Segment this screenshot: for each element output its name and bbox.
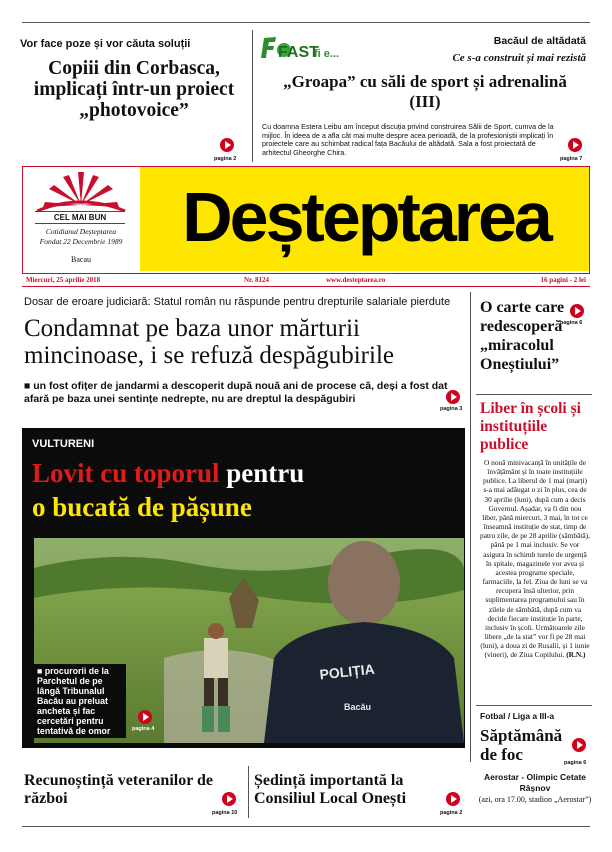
feature-headline[interactable]: [32, 456, 452, 524]
play-arrow-icon[interactable]: [222, 792, 236, 806]
play-arrow-icon[interactable]: [446, 792, 460, 806]
sidebar-book-headline[interactable]: O carte care redescoperă „miracolul Oneștiului”: [480, 299, 565, 373]
sidebar-sport-headline[interactable]: Săptămână de foc: [480, 726, 563, 764]
bottom-veterani-headline[interactable]: Recunoștință veteranilor de război: [24, 772, 214, 807]
column-divider: [248, 766, 249, 818]
issue-date: Miercuri, 25 aprilie 2018: [26, 276, 101, 284]
page-ref[interactable]: pagina 2: [214, 156, 237, 162]
feature-headline-yellow: o bucată de pășune: [32, 492, 252, 522]
feature-kicker: VULTURENI: [32, 438, 95, 450]
badge-tagline-1: Cotidianul Deșteptarea: [45, 227, 117, 236]
badge-tagline-2: Fondat 22 Decembrie 1989: [39, 237, 123, 246]
teaser-groapa-headline[interactable]: „Groapa” cu săli de sport și adrenalină (III): [283, 72, 567, 111]
masthead-title-block: [140, 167, 589, 271]
bottom-onesti-headline[interactable]: Ședință importantă la Consiliul Local Onești: [254, 772, 407, 807]
page-ref[interactable]: pagina 4: [132, 726, 155, 732]
holiday-body-text: O nouă minivacanță în unitățile de învățământ și în toate instituțiile publice. La liberul de 1 mai (marți) s-a mai adăugat o zi în plus, cea de 30 aprilie (luni), după cum a decis Guvernul. Așadar, va fi din nou liber, până miercuri, 3 mai, în tot ce înseamnă instituție de stat, timp de patru zile, de pe 28 aprilie (sâmbătă), până pe 1 mai inclusiv. Se vor asigura în schimb turele de urgență în spitale, magazinele vor avea și acestea programe speciale, farmaciile, la fel. Ziua de luni se va recupera însă ulterior, prin suplimentarea programului sau în zilele de sâmbătă, după cum va decide fiecare instituție în parte, inclusiv în școli. Următoarele zile libere „de la stat” vor fi pe 28 mai (luni), a doua zi de Rusalii, și 1 iunie (vineri), de Ziua Copilului.: [480, 458, 590, 660]
masthead-title[interactable]: Deșteptarea: [182, 178, 550, 256]
sidebar-sport-details: (azi, ora 17.00, stadion „Aerostar”): [478, 795, 592, 804]
play-arrow-icon[interactable]: [568, 138, 582, 152]
sidebar-holiday-headline[interactable]: Liber în școli și instituțiile publice: [480, 400, 581, 453]
sidebar-sport-match: Aerostar - Olimpic Cetate Râșnov: [483, 772, 587, 793]
feature-headline-white: pentru: [219, 458, 305, 488]
masthead: [22, 166, 590, 274]
page-ref[interactable]: pagina 6: [560, 320, 583, 326]
page-ref[interactable]: pagina 7: [560, 156, 583, 162]
top-rule: [22, 22, 590, 23]
sidebar-divider: [476, 705, 592, 706]
teaser-kicker-right: Bacăul de altădată: [493, 35, 586, 47]
fast-logo-icon: [258, 32, 354, 62]
sidebar-divider: [476, 394, 592, 395]
feature-caption: ■ procurorii de la Parchetul de pe lângă Tribunalul Bacău au preluat ancheta și fac cercetări pentru tentativă de omor: [34, 664, 126, 738]
award-badge: [23, 167, 139, 271]
pages-price: 16 pagini - 2 lei: [540, 276, 586, 284]
fast-logo: [258, 32, 354, 62]
teaser-corbasca[interactable]: [20, 38, 248, 166]
play-arrow-icon[interactable]: [572, 738, 586, 752]
page-ref[interactable]: pagina 10: [212, 810, 238, 816]
play-arrow-icon[interactable]: [446, 390, 460, 404]
lead-kicker: Dosar de eroare judiciară: Statul român nu răspunde pentru drepturile salariale pierdute: [24, 296, 451, 308]
page-ref[interactable]: pagina 2: [440, 810, 463, 816]
website-link[interactable]: www.desteptarea.ro: [326, 276, 386, 284]
sidebar-sport-kicker: Fotbal / Liga a III-a: [480, 711, 555, 721]
teaser-subkicker: Ce s-a construit și mai rezistă: [452, 52, 586, 64]
svg-text:POLIȚIA: POLIȚIA: [318, 660, 376, 683]
teaser-kicker: Vor face poze și vor căuta soluții: [20, 38, 191, 50]
badge-city: Bacau: [71, 255, 91, 264]
dateline-bar: [22, 274, 590, 287]
holiday-signature: (R.N.): [566, 650, 586, 660]
page-ref[interactable]: pagina 6: [564, 760, 587, 766]
column-divider: [470, 292, 471, 762]
badge-label: CEL MAI BUN: [35, 211, 125, 224]
sidebar-holiday-body: [480, 458, 590, 659]
column-divider: [252, 30, 253, 162]
play-arrow-icon[interactable]: [570, 304, 584, 318]
teaser-headline[interactable]: Copiii din Corbasca, implicați într-un proiect „photovoice”: [33, 58, 235, 121]
play-arrow-icon[interactable]: [138, 710, 152, 724]
play-arrow-icon[interactable]: [220, 138, 234, 152]
svg-text:Bacău: Bacău: [344, 702, 372, 712]
feature-headline-red: Lovit cu toporul: [32, 458, 220, 488]
lead-deck: ■ un fost ofițer de jandarmi a descoperit după nouă ani de procese că, deși a fost dat afară pe baza unei sentințe nedrepte, nu are dreptul la despăgubiri: [24, 380, 448, 405]
bottom-rule: [22, 826, 590, 827]
lead-headline[interactable]: Condamnat pe baza unor mărturii mincinoase, i se refuză despăgubirile: [24, 315, 394, 369]
page-ref[interactable]: pagina 3: [440, 406, 463, 412]
svg-text:FAST: FAST: [278, 44, 319, 61]
feature-box[interactable]: [22, 428, 465, 748]
issue-number: Nr. 8124: [244, 276, 270, 284]
teaser-groapa-body: Cu doamna Estera Leibu am început discuția privind construirea Sălii de Sport, cumva de la mijloc. În ideea de a afla cât mai multe despre acea perioadă, de la profesioniștii implicați în proiectele care au schimbat radical fața Bacăului de altădată. Sala a fost proiectată de arhitectul Gheorghe Chira.: [262, 122, 554, 157]
svg-text:fi e...: fi e...: [314, 48, 340, 60]
